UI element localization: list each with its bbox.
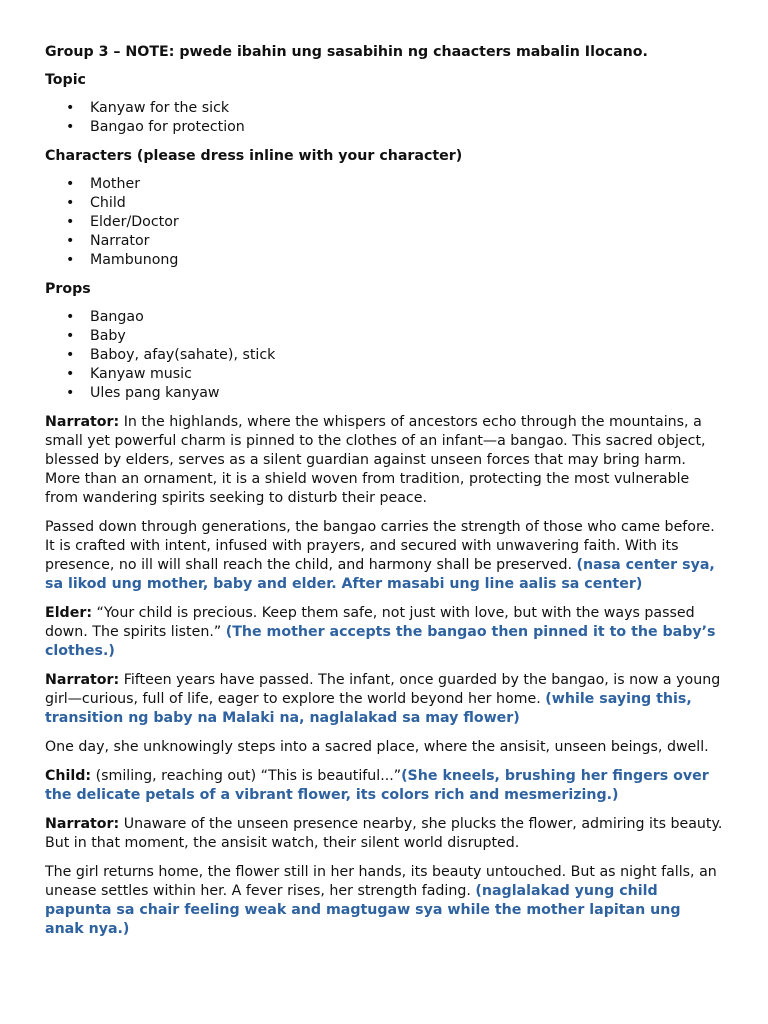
dialogue-text: The girl returns home, the flower still in her hands, its beauty untouched. But as night falls, an unease settles within her. A fever rises, her strength fading. <box>45 864 717 899</box>
topic-heading: Topic <box>45 72 86 88</box>
stage-direction: (naglalakad yung child papunta sa chair feeling weak and magtugaw sya while the mother lapitan ung anak nya.) <box>45 883 681 937</box>
stage-direction: (The mother accepts the bangao then pinned it to the baby’s clothes.) <box>45 624 716 659</box>
speaker-label: Child: <box>45 768 92 784</box>
dialogue-text: “Your child is precious. Keep them safe, not just with love, but with the ways passed down. The spirits listen.” <box>45 605 695 640</box>
script-paragraph <box>45 604 724 661</box>
bullet-icon: • <box>66 309 75 325</box>
script-paragraph <box>45 815 724 853</box>
bullet-icon: • <box>66 385 75 401</box>
props-list <box>45 308 724 403</box>
list-item: • Narrator <box>66 233 150 249</box>
bullet-icon: • <box>66 252 75 268</box>
script-paragraph <box>45 863 724 939</box>
characters-list <box>45 175 724 270</box>
props-heading: Props <box>45 281 91 297</box>
dialogue-text: (smiling, reaching out) “This is beautiful...” <box>91 768 402 784</box>
dialogue-text: Fifteen years have passed. The infant, once guarded by the bangao, is now a young girl—curious, full of life, eager to explore the world beyond her home. <box>45 672 721 707</box>
dialogue-text: In the highlands, where the whispers of ancestors echo through the mountains, a small yet powerful charm is pinned to the clothes of an infant—a bangao. This sacred object, blessed by elders, serves as a silent guardian against unseen forces that may bring harm. More than an ornament, it is a shield woven from tradition, protecting the most vulnerable from wandering spirits seeking to disturb their peace. <box>45 414 706 506</box>
list-item: • Kanyaw music <box>66 366 192 382</box>
list-item: • Child <box>66 195 126 211</box>
bullet-icon: • <box>66 195 75 211</box>
bullet-icon: • <box>66 233 75 249</box>
speaker-label: Elder: <box>45 605 93 621</box>
script-paragraph <box>45 518 724 594</box>
bullet-icon: • <box>66 347 75 363</box>
list-item: • Ules pang kanyaw <box>66 385 220 401</box>
list-item: • Baboy, afay(sahate), stick <box>66 347 276 363</box>
bullet-icon: • <box>66 214 75 230</box>
list-item: • Bangao <box>66 309 144 325</box>
bullet-icon: • <box>66 176 75 192</box>
dialogue-text: Passed down through generations, the bangao carries the strength of those who came before. It is crafted with intent, infused with prayers, and secured with unwavering faith. With its presence, no ill will shall reach the child, and harmony shall be preserved. <box>45 519 715 573</box>
bullet-icon: • <box>66 328 75 344</box>
list-item: • Bangao for protection <box>66 119 245 135</box>
script-paragraph <box>45 671 724 728</box>
list-item: • Mambunong <box>66 252 179 268</box>
stage-direction: (while saying this, transition ng baby na Malaki na, naglalakad sa may flower) <box>45 691 692 726</box>
topic-list <box>45 99 724 137</box>
list-item: • Kanyaw for the sick <box>66 100 230 116</box>
list-item: • Elder/Doctor <box>66 214 179 230</box>
bullet-icon: • <box>66 100 75 116</box>
speaker-label: Narrator: <box>45 414 120 430</box>
stage-direction: (nasa center sya, sa likod ung mother, baby and elder. After masabi ung line aalis sa center) <box>45 557 715 592</box>
script-paragraph <box>45 738 724 757</box>
dialogue-text: One day, she unknowingly steps into a sacred place, where the ansisit, unseen beings, dwell. <box>45 739 709 755</box>
speaker-label: Narrator: <box>45 816 120 832</box>
document-note-heading: Group 3 – NOTE: pwede ibahin ung sasabihin ng chaacters mabalin Ilocano. <box>45 44 648 60</box>
bullet-icon: • <box>66 119 75 135</box>
bullet-icon: • <box>66 366 75 382</box>
list-item: • Baby <box>66 328 126 344</box>
dialogue-text: Unaware of the unseen presence nearby, she plucks the flower, admiring its beauty. But in that moment, the ansisit watch, their silent world disrupted. <box>45 816 723 851</box>
script-paragraph <box>45 413 724 508</box>
list-item: • Mother <box>66 176 141 192</box>
script-paragraph <box>45 767 724 805</box>
stage-direction: (She kneels, brushing her fingers over the delicate petals of a vibrant flower, its colors rich and mesmerizing.) <box>45 768 709 803</box>
speaker-label: Narrator: <box>45 672 120 688</box>
characters-heading: Characters (please dress inline with your character) <box>45 148 463 164</box>
